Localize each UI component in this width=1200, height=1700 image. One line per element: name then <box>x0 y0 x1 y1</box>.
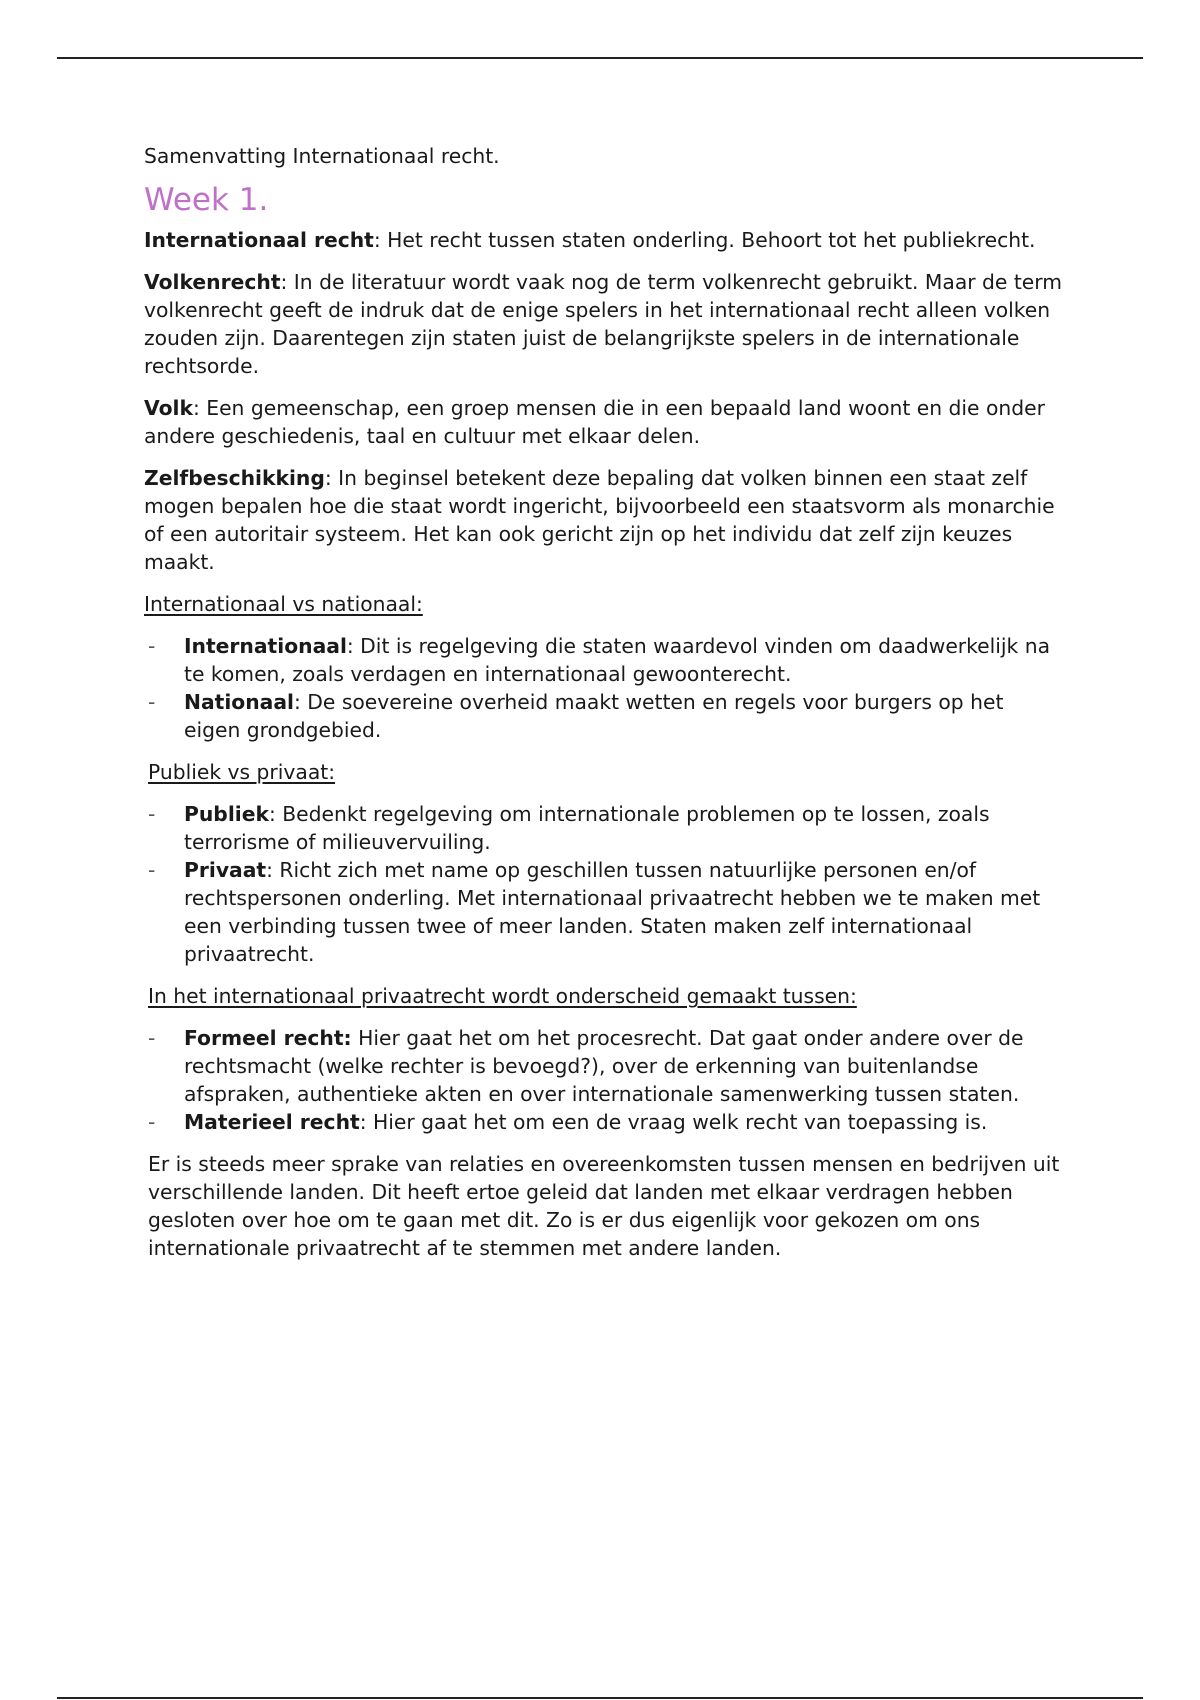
bullet-dash: - <box>148 690 156 714</box>
closing-paragraph: Er is steeds meer sprake van relaties en overeenkomsten tussen mensen en bedrijven uit verschillende landen. Dit heeft ertoe geleid dat landen met elkaar verdragen hebben gesloten over hoe om te gaan met dit. Zo is er dus eigenlijk voor gekozen om ons internationale privaatrecht af te stemmen met andere landen. <box>148 1152 1060 1260</box>
list-intl-vs-national <box>144 632 1064 744</box>
list-item-text: : Bedenkt regelgeving om internationale problemen op te lossen, zoals terrorisme of milieuvervuiling. <box>184 802 990 854</box>
list-public-vs-private <box>144 800 1064 968</box>
definition-term: Internationaal recht <box>144 228 374 252</box>
definition-zelfbeschikking <box>144 464 1064 576</box>
list-item <box>144 800 1064 856</box>
footer-rule <box>57 1697 1143 1699</box>
definition-volk <box>144 394 1064 450</box>
list-item-term: Materieel recht <box>184 1110 360 1134</box>
list-item-text: : Hier gaat het om een de vraag welk recht van toepassing is. <box>359 1110 988 1134</box>
list-item-text: : Dit is regelgeving die staten waardevol vinden om daadwerkelijk na te komen, zoals verdagen en internationaal gewoonterecht. <box>184 634 1051 686</box>
list-item-term: Formeel recht: <box>184 1026 352 1050</box>
bullet-dash: - <box>148 634 156 658</box>
list-item-text: : De soevereine overheid maakt wetten en regels voor burgers op het eigen grondgebied. <box>184 690 1004 742</box>
document-body <box>144 142 1064 1262</box>
list-item <box>144 1108 1064 1136</box>
list-item-text: : Richt zich met name op geschillen tussen natuurlijke personen en/of rechtspersonen onderling. Met internationaal privaatrecht hebben we te maken met een verbinding tussen twee of meer landen. Staten maken zelf internationaal privaatrecht. <box>184 858 1041 966</box>
bullet-dash: - <box>148 802 156 826</box>
definition-volkenrecht <box>144 268 1064 380</box>
section-heading-intl-vs-national: Internationaal vs nationaal: <box>144 592 423 616</box>
definition-text: : Het recht tussen staten onderling. Behoort tot het publiekrecht. <box>373 228 1036 252</box>
section-heading-public-vs-private: Publiek vs privaat: <box>148 760 336 784</box>
definition-text: : In beginsel betekent deze bepaling dat volken binnen een staat zelf mogen bepalen hoe die staat wordt ingericht, bijvoorbeeld een staatsvorm als monarchie of een autoritair systeem. Het kan ook gericht zijn op het individu dat zelf zijn keuzes maakt. <box>144 466 1055 574</box>
section-heading-distinction: In het internationaal privaatrecht wordt onderscheid gemaakt tussen: <box>148 984 857 1008</box>
definition-term: Zelfbeschikking <box>144 466 325 490</box>
list-item-term: Publiek <box>184 802 269 826</box>
bullet-dash: - <box>148 1110 156 1134</box>
list-distinction <box>144 1024 1064 1136</box>
week-heading: Week 1. <box>144 182 269 218</box>
definition-internationaal-recht <box>144 226 1064 254</box>
list-item-term: Internationaal <box>184 634 347 658</box>
list-item <box>144 688 1064 744</box>
list-item <box>144 1024 1064 1108</box>
header-rule <box>57 57 1143 59</box>
list-item-term: Privaat <box>184 858 267 882</box>
document-title: Samenvatting Internationaal recht. <box>144 144 500 168</box>
list-item-term: Nationaal <box>184 690 295 714</box>
definition-term: Volk <box>144 396 193 420</box>
list-item-text: Hier gaat het om het procesrecht. Dat gaat onder andere over de rechtsmacht (welke rechter is bevoegd?), over de erkenning van buitenlandse afspraken, authentieke akten en over internationale samenwerking tussen staten. <box>184 1026 1024 1106</box>
definition-text: : Een gemeenschap, een groep mensen die in een bepaald land woont en die onder andere geschiedenis, taal en cultuur met elkaar delen. <box>144 396 1045 448</box>
list-item <box>144 632 1064 688</box>
list-item <box>144 856 1064 968</box>
bullet-dash: - <box>148 1026 156 1050</box>
definition-text: : In de literatuur wordt vaak nog de term volkenrecht gebruikt. Maar de term volkenrecht geeft de indruk dat de enige spelers in het internationaal recht alleen volken zouden zijn. Daarentegen zijn staten juist de belangrijkste spelers in de internationale rechtsorde. <box>144 270 1063 378</box>
bullet-dash: - <box>148 858 156 882</box>
definition-term: Volkenrecht <box>144 270 281 294</box>
